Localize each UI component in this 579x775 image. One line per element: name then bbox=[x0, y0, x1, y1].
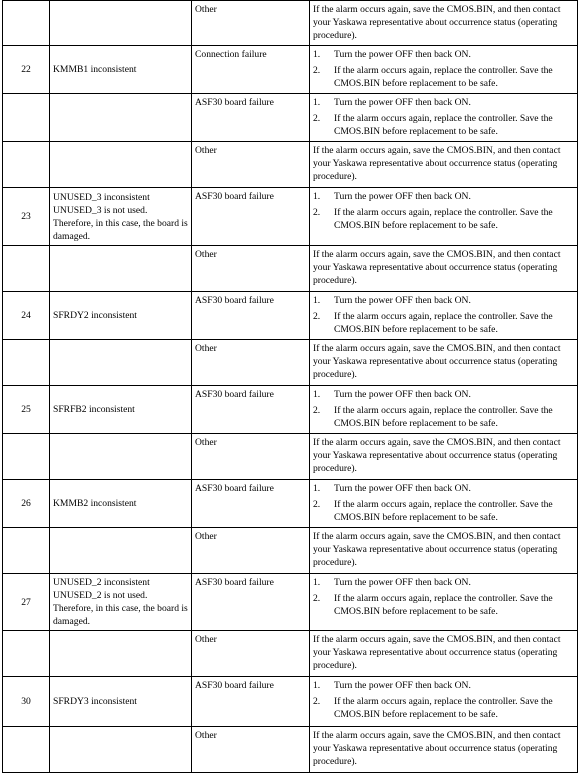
remedy-text: If the alarm occurs again, save the CMOS.BIN, and then contact your Yaskawa representative about occurrence status (operating procedure). bbox=[313, 145, 561, 182]
remedy-step bbox=[313, 695, 574, 721]
step-text: If the alarm occurs again, replace the controller. Save the CMOS.BIN before replacement to be safe. bbox=[334, 207, 553, 231]
step-text: If the alarm occurs again, replace the controller. Save the CMOS.BIN before replacement to be safe. bbox=[334, 593, 553, 617]
remedy-step bbox=[313, 294, 574, 307]
remedy-text: If the alarm occurs again, save the CMOS.BIN, and then contact your Yaskawa representative about occurrence status (operating procedure). bbox=[313, 730, 561, 767]
table-row bbox=[3, 631, 578, 677]
remedy-step bbox=[313, 482, 574, 495]
remedy-cell bbox=[310, 94, 578, 142]
alarm-description-cell bbox=[50, 631, 192, 677]
step-number: 1. bbox=[313, 97, 321, 108]
cause-cell: Other bbox=[192, 246, 310, 292]
step-number: 2. bbox=[313, 593, 321, 604]
remedy-cell bbox=[310, 292, 578, 340]
description-line: UNUSED_2 is not used. bbox=[53, 590, 148, 601]
step-number: 2. bbox=[313, 311, 321, 322]
remedy-cell bbox=[310, 631, 578, 677]
remedy-steps-list bbox=[313, 48, 574, 90]
remedy-cell bbox=[310, 386, 578, 434]
step-text: Turn the power OFF then back ON. bbox=[334, 483, 471, 494]
step-number: 2. bbox=[313, 113, 321, 124]
remedy-cell bbox=[310, 727, 578, 773]
cause-cell: ASF30 board failure bbox=[192, 386, 310, 434]
cause-cell: ASF30 board failure bbox=[192, 188, 310, 246]
table-row bbox=[3, 574, 578, 631]
alarm-description-cell bbox=[50, 434, 192, 480]
step-number: 1. bbox=[313, 191, 321, 202]
remedy-steps-list bbox=[313, 679, 574, 721]
step-text: Turn the power OFF then back ON. bbox=[334, 680, 471, 691]
remedy-cell bbox=[310, 340, 578, 386]
alarm-description-cell bbox=[50, 94, 192, 142]
remedy-step bbox=[313, 190, 574, 203]
remedy-step bbox=[313, 64, 574, 90]
alarm-number-cell bbox=[3, 246, 50, 292]
cause-cell: Other bbox=[192, 340, 310, 386]
remedy-step bbox=[313, 96, 574, 109]
cause-cell: Connection failure bbox=[192, 46, 310, 94]
remedy-text: If the alarm occurs again, save the CMOS.BIN, and then contact your Yaskawa representative about occurrence status (operating procedure). bbox=[313, 531, 561, 568]
description-line: UNUSED_3 is not used. bbox=[53, 204, 148, 216]
description-line: KMMB2 inconsistent bbox=[53, 498, 137, 509]
table-row bbox=[3, 292, 578, 340]
remedy-cell bbox=[310, 46, 578, 94]
description-line: UNUSED_3 inconsistent bbox=[53, 191, 150, 203]
remedy-step bbox=[313, 310, 574, 336]
table-row bbox=[3, 727, 578, 773]
alarm-description-cell bbox=[50, 574, 192, 631]
alarm-description-cell bbox=[50, 386, 192, 434]
cause-cell: Other bbox=[192, 142, 310, 188]
alarm-number-cell: 27 bbox=[3, 574, 50, 631]
remedy-cell bbox=[310, 1, 578, 46]
cause-cell: ASF30 board failure bbox=[192, 94, 310, 142]
table-row bbox=[3, 386, 578, 434]
alarm-description-cell bbox=[50, 480, 192, 528]
step-text: If the alarm occurs again, replace the controller. Save the CMOS.BIN before replacement to be safe. bbox=[334, 311, 553, 335]
alarm-description-cell bbox=[50, 340, 192, 386]
step-text: Turn the power OFF then back ON. bbox=[334, 49, 471, 60]
remedy-cell bbox=[310, 574, 578, 631]
alarm-description-cell bbox=[50, 528, 192, 574]
remedy-cell bbox=[310, 142, 578, 188]
step-text: Turn the power OFF then back ON. bbox=[334, 577, 471, 588]
alarm-number-cell: 26 bbox=[3, 480, 50, 528]
step-text: If the alarm occurs again, replace the controller. Save the CMOS.BIN before replacement to be safe. bbox=[334, 405, 553, 429]
remedy-text: If the alarm occurs again, save the CMOS.BIN, and then contact your Yaskawa representative about occurrence status (operating procedure). bbox=[313, 249, 561, 286]
step-number: 2. bbox=[313, 405, 321, 416]
step-number: 2. bbox=[313, 65, 321, 76]
alarm-description-cell bbox=[50, 46, 192, 94]
description-line: SFRFB2 inconsistent bbox=[53, 404, 135, 415]
remedy-steps-list bbox=[313, 576, 574, 618]
remedy-step bbox=[313, 498, 574, 524]
remedy-cell bbox=[310, 528, 578, 574]
alarm-number-cell: 24 bbox=[3, 292, 50, 340]
step-number: 1. bbox=[313, 389, 321, 400]
remedy-step bbox=[313, 576, 574, 589]
remedy-step bbox=[313, 404, 574, 430]
cause-cell: Other bbox=[192, 528, 310, 574]
remedy-text: If the alarm occurs again, save the CMOS.BIN, and then contact your Yaskawa representative about occurrence status (operating procedure). bbox=[313, 634, 561, 671]
table-row bbox=[3, 142, 578, 188]
cause-cell: ASF30 board failure bbox=[192, 677, 310, 727]
cause-cell: Other bbox=[192, 631, 310, 677]
step-number: 1. bbox=[313, 483, 321, 494]
alarm-number-cell bbox=[3, 727, 50, 773]
alarm-number-cell bbox=[3, 434, 50, 480]
remedy-step bbox=[313, 679, 574, 692]
step-number: 1. bbox=[313, 49, 321, 60]
remedy-cell bbox=[310, 246, 578, 292]
alarm-number-cell bbox=[3, 1, 50, 46]
step-number: 1. bbox=[313, 577, 321, 588]
description-line: Therefore, in this case, the board is damaged. bbox=[53, 217, 188, 242]
alarm-description-cell bbox=[50, 188, 192, 246]
remedy-cell bbox=[310, 677, 578, 727]
alarm-table bbox=[2, 0, 578, 773]
alarm-description-cell bbox=[50, 142, 192, 188]
remedy-step bbox=[313, 112, 574, 138]
table-row bbox=[3, 340, 578, 386]
step-number: 1. bbox=[313, 295, 321, 306]
alarm-number-cell bbox=[3, 631, 50, 677]
step-text: Turn the power OFF then back ON. bbox=[334, 97, 471, 108]
remedy-text: If the alarm occurs again, save the CMOS.BIN, and then contact your Yaskawa representative about occurrence status (operating procedure). bbox=[313, 4, 561, 41]
step-text: Turn the power OFF then back ON. bbox=[334, 389, 471, 400]
alarm-number-cell: 22 bbox=[3, 46, 50, 94]
alarm-number-cell: 23 bbox=[3, 188, 50, 246]
table-row bbox=[3, 677, 578, 727]
table-row bbox=[3, 246, 578, 292]
step-text: If the alarm occurs again, replace the controller. Save the CMOS.BIN before replacement to be safe. bbox=[334, 113, 553, 137]
alarm-description-cell bbox=[50, 677, 192, 727]
table-row bbox=[3, 434, 578, 480]
remedy-cell bbox=[310, 188, 578, 246]
step-text: Turn the power OFF then back ON. bbox=[334, 295, 471, 306]
cause-cell: Other bbox=[192, 434, 310, 480]
remedy-text: If the alarm occurs again, save the CMOS.BIN, and then contact your Yaskawa representative about occurrence status (operating procedure). bbox=[313, 343, 561, 380]
alarm-description-cell bbox=[50, 1, 192, 46]
description-line: SFRDY2 inconsistent bbox=[53, 310, 137, 321]
alarm-table-body bbox=[3, 1, 578, 773]
step-number: 1. bbox=[313, 680, 321, 691]
description-line: Therefore, in this case, the board is damaged. bbox=[53, 603, 188, 627]
remedy-step bbox=[313, 48, 574, 61]
step-text: If the alarm occurs again, replace the controller. Save the CMOS.BIN before replacement to be safe. bbox=[334, 65, 553, 89]
remedy-steps-list bbox=[313, 294, 574, 336]
alarm-number-cell: 30 bbox=[3, 677, 50, 727]
remedy-steps-list bbox=[313, 388, 574, 430]
table-row bbox=[3, 46, 578, 94]
table-row bbox=[3, 528, 578, 574]
alarm-number-cell bbox=[3, 142, 50, 188]
table-row bbox=[3, 1, 578, 46]
alarm-number-cell bbox=[3, 340, 50, 386]
remedy-step bbox=[313, 388, 574, 401]
remedy-cell bbox=[310, 480, 578, 528]
remedy-cell bbox=[310, 434, 578, 480]
table-row bbox=[3, 188, 578, 246]
description-line: UNUSED_2 inconsistent bbox=[53, 577, 150, 588]
alarm-description-cell bbox=[50, 246, 192, 292]
table-row bbox=[3, 480, 578, 528]
step-text: If the alarm occurs again, replace the controller. Save the CMOS.BIN before replacement to be safe. bbox=[334, 696, 553, 720]
alarm-description-cell bbox=[50, 292, 192, 340]
step-number: 2. bbox=[313, 499, 321, 510]
alarm-number-cell: 25 bbox=[3, 386, 50, 434]
alarm-number-cell bbox=[3, 94, 50, 142]
alarm-description-cell bbox=[50, 727, 192, 773]
table-row bbox=[3, 94, 578, 142]
step-text: Turn the power OFF then back ON. bbox=[334, 191, 471, 202]
description-line: SFRDY3 inconsistent bbox=[53, 696, 137, 707]
alarm-number-cell bbox=[3, 528, 50, 574]
step-text: If the alarm occurs again, replace the controller. Save the CMOS.BIN before replacement to be safe. bbox=[334, 499, 553, 523]
remedy-steps-list bbox=[313, 96, 574, 138]
cause-cell: Other bbox=[192, 727, 310, 773]
remedy-step bbox=[313, 592, 574, 618]
remedy-step bbox=[313, 206, 574, 232]
remedy-text: If the alarm occurs again, save the CMOS.BIN, and then contact your Yaskawa representative about occurrence status (operating procedure). bbox=[313, 437, 561, 474]
step-number: 2. bbox=[313, 696, 321, 707]
cause-cell: ASF30 board failure bbox=[192, 292, 310, 340]
step-number: 2. bbox=[313, 207, 321, 218]
remedy-steps-list bbox=[313, 482, 574, 524]
cause-cell: ASF30 board failure bbox=[192, 574, 310, 631]
remedy-steps-list bbox=[313, 190, 574, 232]
description-line: KMMB1 inconsistent bbox=[53, 64, 137, 75]
cause-cell: Other bbox=[192, 1, 310, 46]
cause-cell: ASF30 board failure bbox=[192, 480, 310, 528]
